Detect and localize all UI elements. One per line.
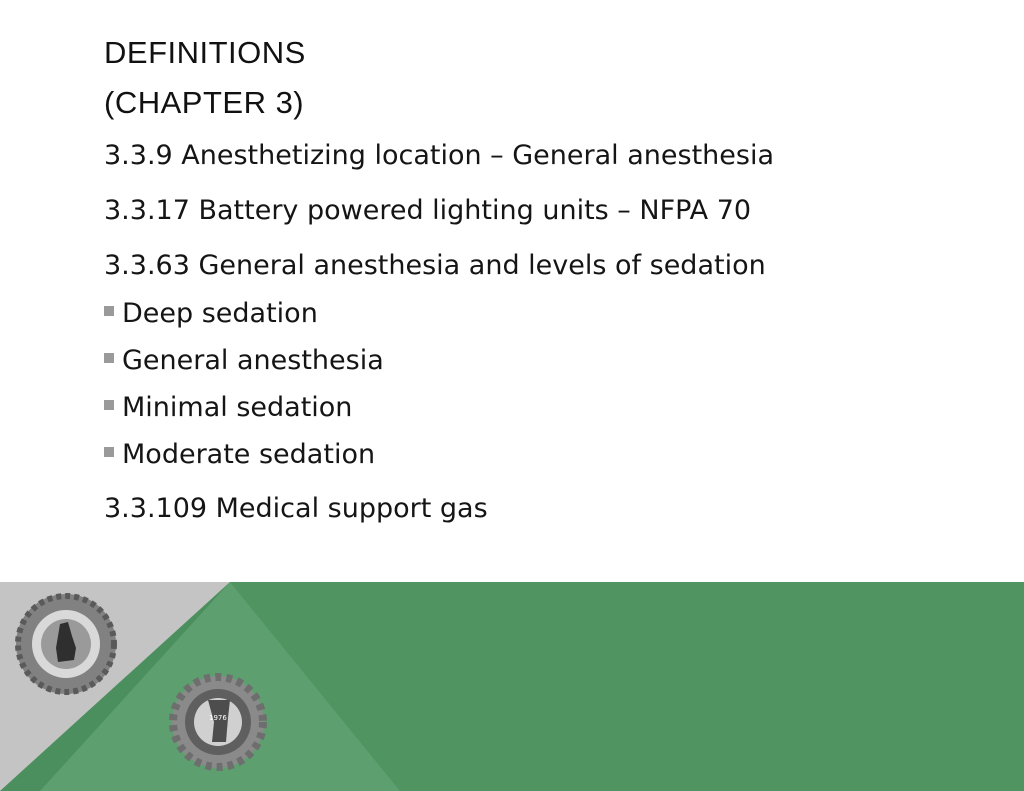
vt-year-label: 1976 xyxy=(209,714,227,722)
square-bullet-icon xyxy=(104,447,114,457)
square-bullet-icon xyxy=(104,353,114,363)
sub-item-minimal-sedation xyxy=(104,384,1004,431)
footer-band xyxy=(0,582,1024,791)
vt-society-logo xyxy=(172,676,264,768)
slide-title xyxy=(104,28,306,128)
sub-item-moderate-sedation xyxy=(104,431,1004,478)
footer-graphic xyxy=(0,582,1024,791)
square-bullet-icon xyxy=(104,400,114,410)
sub-item-general-anesthesia xyxy=(104,337,1004,384)
nh-society-logo xyxy=(16,594,116,694)
definition-anesthetizing-location: 3.3.9 Anesthetizing location – General anesthesia xyxy=(104,140,774,171)
sub-item-label: Minimal sedation xyxy=(122,392,353,423)
square-bullet-icon xyxy=(104,306,114,316)
sub-item-deep-sedation xyxy=(104,290,1004,337)
definition-battery-lighting: 3.3.17 Battery powered lighting units – NFPA 70 xyxy=(104,195,752,226)
title-line-1: DEFINITIONS xyxy=(104,35,306,70)
sub-item-label: General anesthesia xyxy=(122,345,384,376)
sub-item-label: Moderate sedation xyxy=(122,439,376,470)
title-line-2: (CHAPTER 3) xyxy=(104,85,305,120)
definitions-list xyxy=(104,132,1004,533)
definition-medical-support-gas: 3.3.109 Medical support gas xyxy=(104,493,488,524)
sub-item-label: Deep sedation xyxy=(122,298,318,329)
definition-general-anesthesia: 3.3.63 General anesthesia and levels of sedation xyxy=(104,250,766,281)
